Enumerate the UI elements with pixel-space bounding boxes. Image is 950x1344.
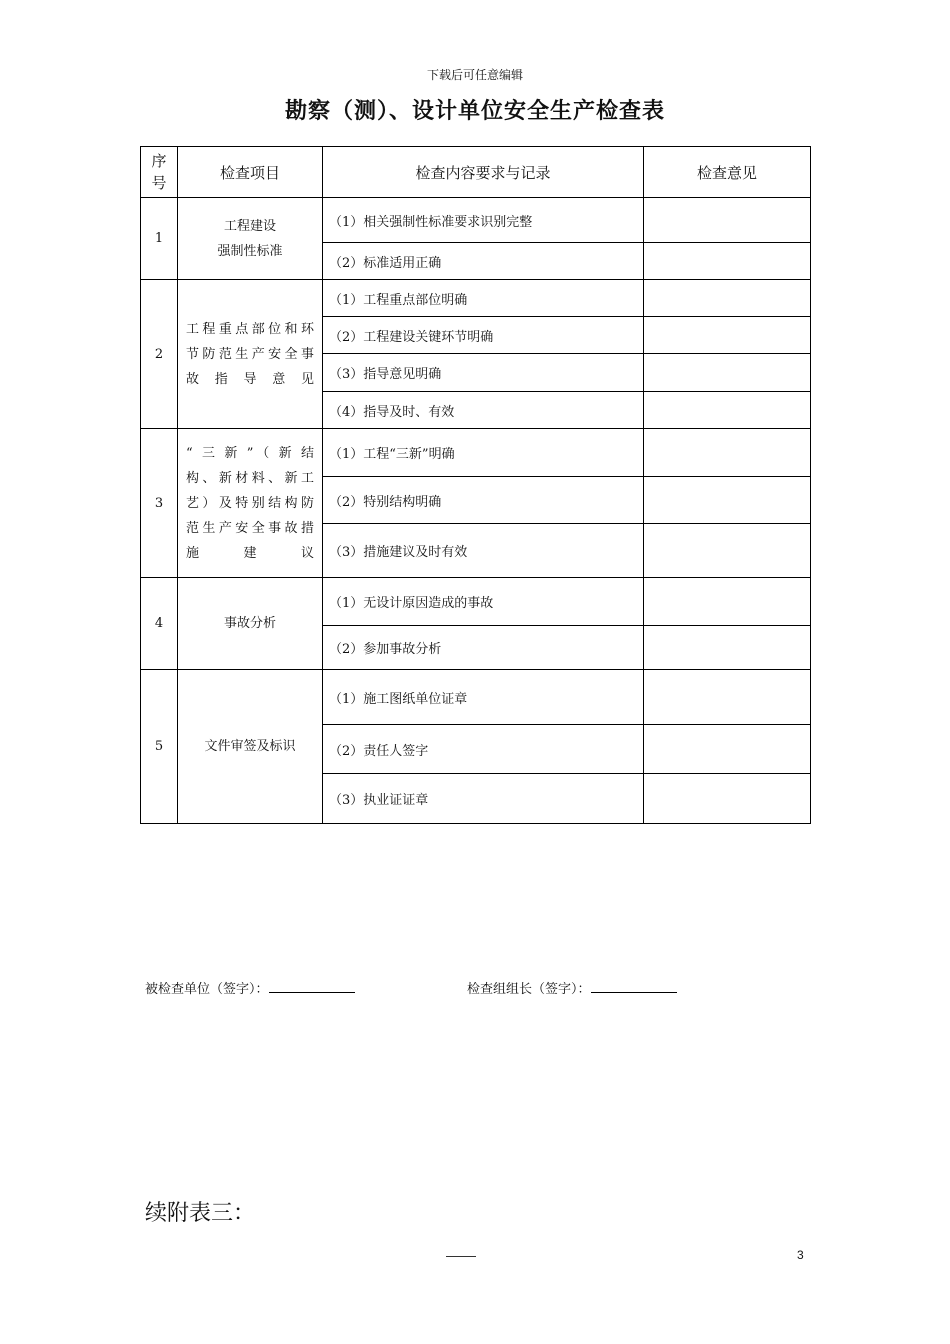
requirement-cell: （1）工程重点部位明确 bbox=[323, 280, 644, 317]
check-item-line: 强制性标准 bbox=[217, 243, 283, 259]
check-item bbox=[178, 578, 323, 670]
requirement-cell: （2）特别结构明确 bbox=[323, 477, 644, 524]
requirement-cell: （1）施工图纸单位证章 bbox=[323, 670, 644, 725]
requirement-cell: （1）相关强制性标准要求识别完整 bbox=[323, 198, 644, 243]
opinion-cell[interactable] bbox=[644, 524, 811, 578]
table-row bbox=[141, 429, 811, 477]
check-item bbox=[178, 280, 323, 429]
table-row bbox=[141, 670, 811, 725]
header-no bbox=[141, 147, 178, 198]
check-item-line: 艺）及特别结构防 bbox=[186, 495, 314, 511]
team-leader-label: 检查组组长（签字）： bbox=[467, 982, 591, 997]
requirement-cell: （4）指导及时、有效 bbox=[323, 392, 644, 429]
footer-divider bbox=[446, 1256, 476, 1257]
requirement-cell: （2）责任人签字 bbox=[323, 725, 644, 774]
requirement-cell: （2）参加事故分析 bbox=[323, 626, 644, 670]
opinion-cell[interactable] bbox=[644, 477, 811, 524]
check-item-line: 构、新材料、新工 bbox=[186, 470, 314, 486]
check-item-line: 施建议 bbox=[186, 545, 314, 561]
check-item-line: 工程建设 bbox=[223, 218, 276, 234]
page-title: 勘察（测）、设计单位安全生产检查表 bbox=[284, 98, 665, 124]
row-number: 5 bbox=[141, 670, 178, 824]
opinion-cell[interactable] bbox=[644, 670, 811, 725]
table-row bbox=[141, 198, 811, 243]
check-item-line: 范生产安全事故措 bbox=[186, 520, 314, 536]
opinion-cell[interactable] bbox=[644, 198, 811, 243]
check-item-line: 节防范生产安全事 bbox=[186, 346, 314, 362]
inspected-unit-signature-line[interactable] bbox=[269, 979, 355, 993]
opinion-cell[interactable] bbox=[644, 317, 811, 354]
row-number: 1 bbox=[141, 198, 178, 280]
check-item-line: “三新”（新结 bbox=[186, 445, 314, 461]
check-item-line: 工程重点部位和环 bbox=[186, 321, 314, 337]
opinion-cell[interactable] bbox=[644, 429, 811, 477]
requirement-cell: （3）执业证证章 bbox=[323, 774, 644, 824]
header-item: 检查项目 bbox=[178, 147, 323, 198]
header-note: 下载后可任意编辑 bbox=[426, 68, 523, 82]
inspection-table bbox=[140, 146, 811, 824]
opinion-cell[interactable] bbox=[644, 774, 811, 824]
header-no-line2: 号 bbox=[151, 174, 167, 192]
inspected-unit-signature bbox=[145, 978, 355, 997]
check-item bbox=[178, 670, 323, 824]
table-header-row bbox=[141, 147, 811, 198]
opinion-cell[interactable] bbox=[644, 578, 811, 626]
requirement-cell: （2）工程建设关键环节明确 bbox=[323, 317, 644, 354]
check-item-line: 事故分析 bbox=[223, 616, 276, 631]
opinion-cell[interactable] bbox=[644, 280, 811, 317]
requirement-cell: （1）无设计原因造成的事故 bbox=[323, 578, 644, 626]
table-row bbox=[141, 578, 811, 626]
table-row bbox=[141, 280, 811, 317]
page-number: 3 bbox=[797, 1248, 804, 1262]
row-number: 2 bbox=[141, 280, 178, 429]
continued-heading: 续附表三： bbox=[145, 1201, 256, 1226]
requirement-cell: （2）标准适用正确 bbox=[323, 243, 644, 280]
inspected-unit-label: 被检查单位（签字）： bbox=[145, 982, 269, 997]
requirement-cell: （3）措施建议及时有效 bbox=[323, 524, 644, 578]
requirement-cell: （3）指导意见明确 bbox=[323, 354, 644, 392]
header-no-line1: 序 bbox=[151, 152, 167, 170]
team-leader-signature-line[interactable] bbox=[591, 979, 677, 993]
check-item-line: 故指导意见 bbox=[186, 371, 314, 387]
opinion-cell[interactable] bbox=[644, 626, 811, 670]
team-leader-signature bbox=[467, 978, 677, 997]
header-opinion: 检查意见 bbox=[644, 147, 811, 198]
row-number: 3 bbox=[141, 429, 178, 578]
requirement-cell: （1）工程“三新”明确 bbox=[323, 429, 644, 477]
opinion-cell[interactable] bbox=[644, 354, 811, 392]
check-item bbox=[178, 429, 323, 578]
check-item bbox=[178, 198, 323, 280]
opinion-cell[interactable] bbox=[644, 725, 811, 774]
check-item-line: 文件审签及标识 bbox=[204, 739, 296, 754]
opinion-cell[interactable] bbox=[644, 392, 811, 429]
opinion-cell[interactable] bbox=[644, 243, 811, 280]
row-number: 4 bbox=[141, 578, 178, 670]
header-requirement: 检查内容要求与记录 bbox=[323, 147, 644, 198]
